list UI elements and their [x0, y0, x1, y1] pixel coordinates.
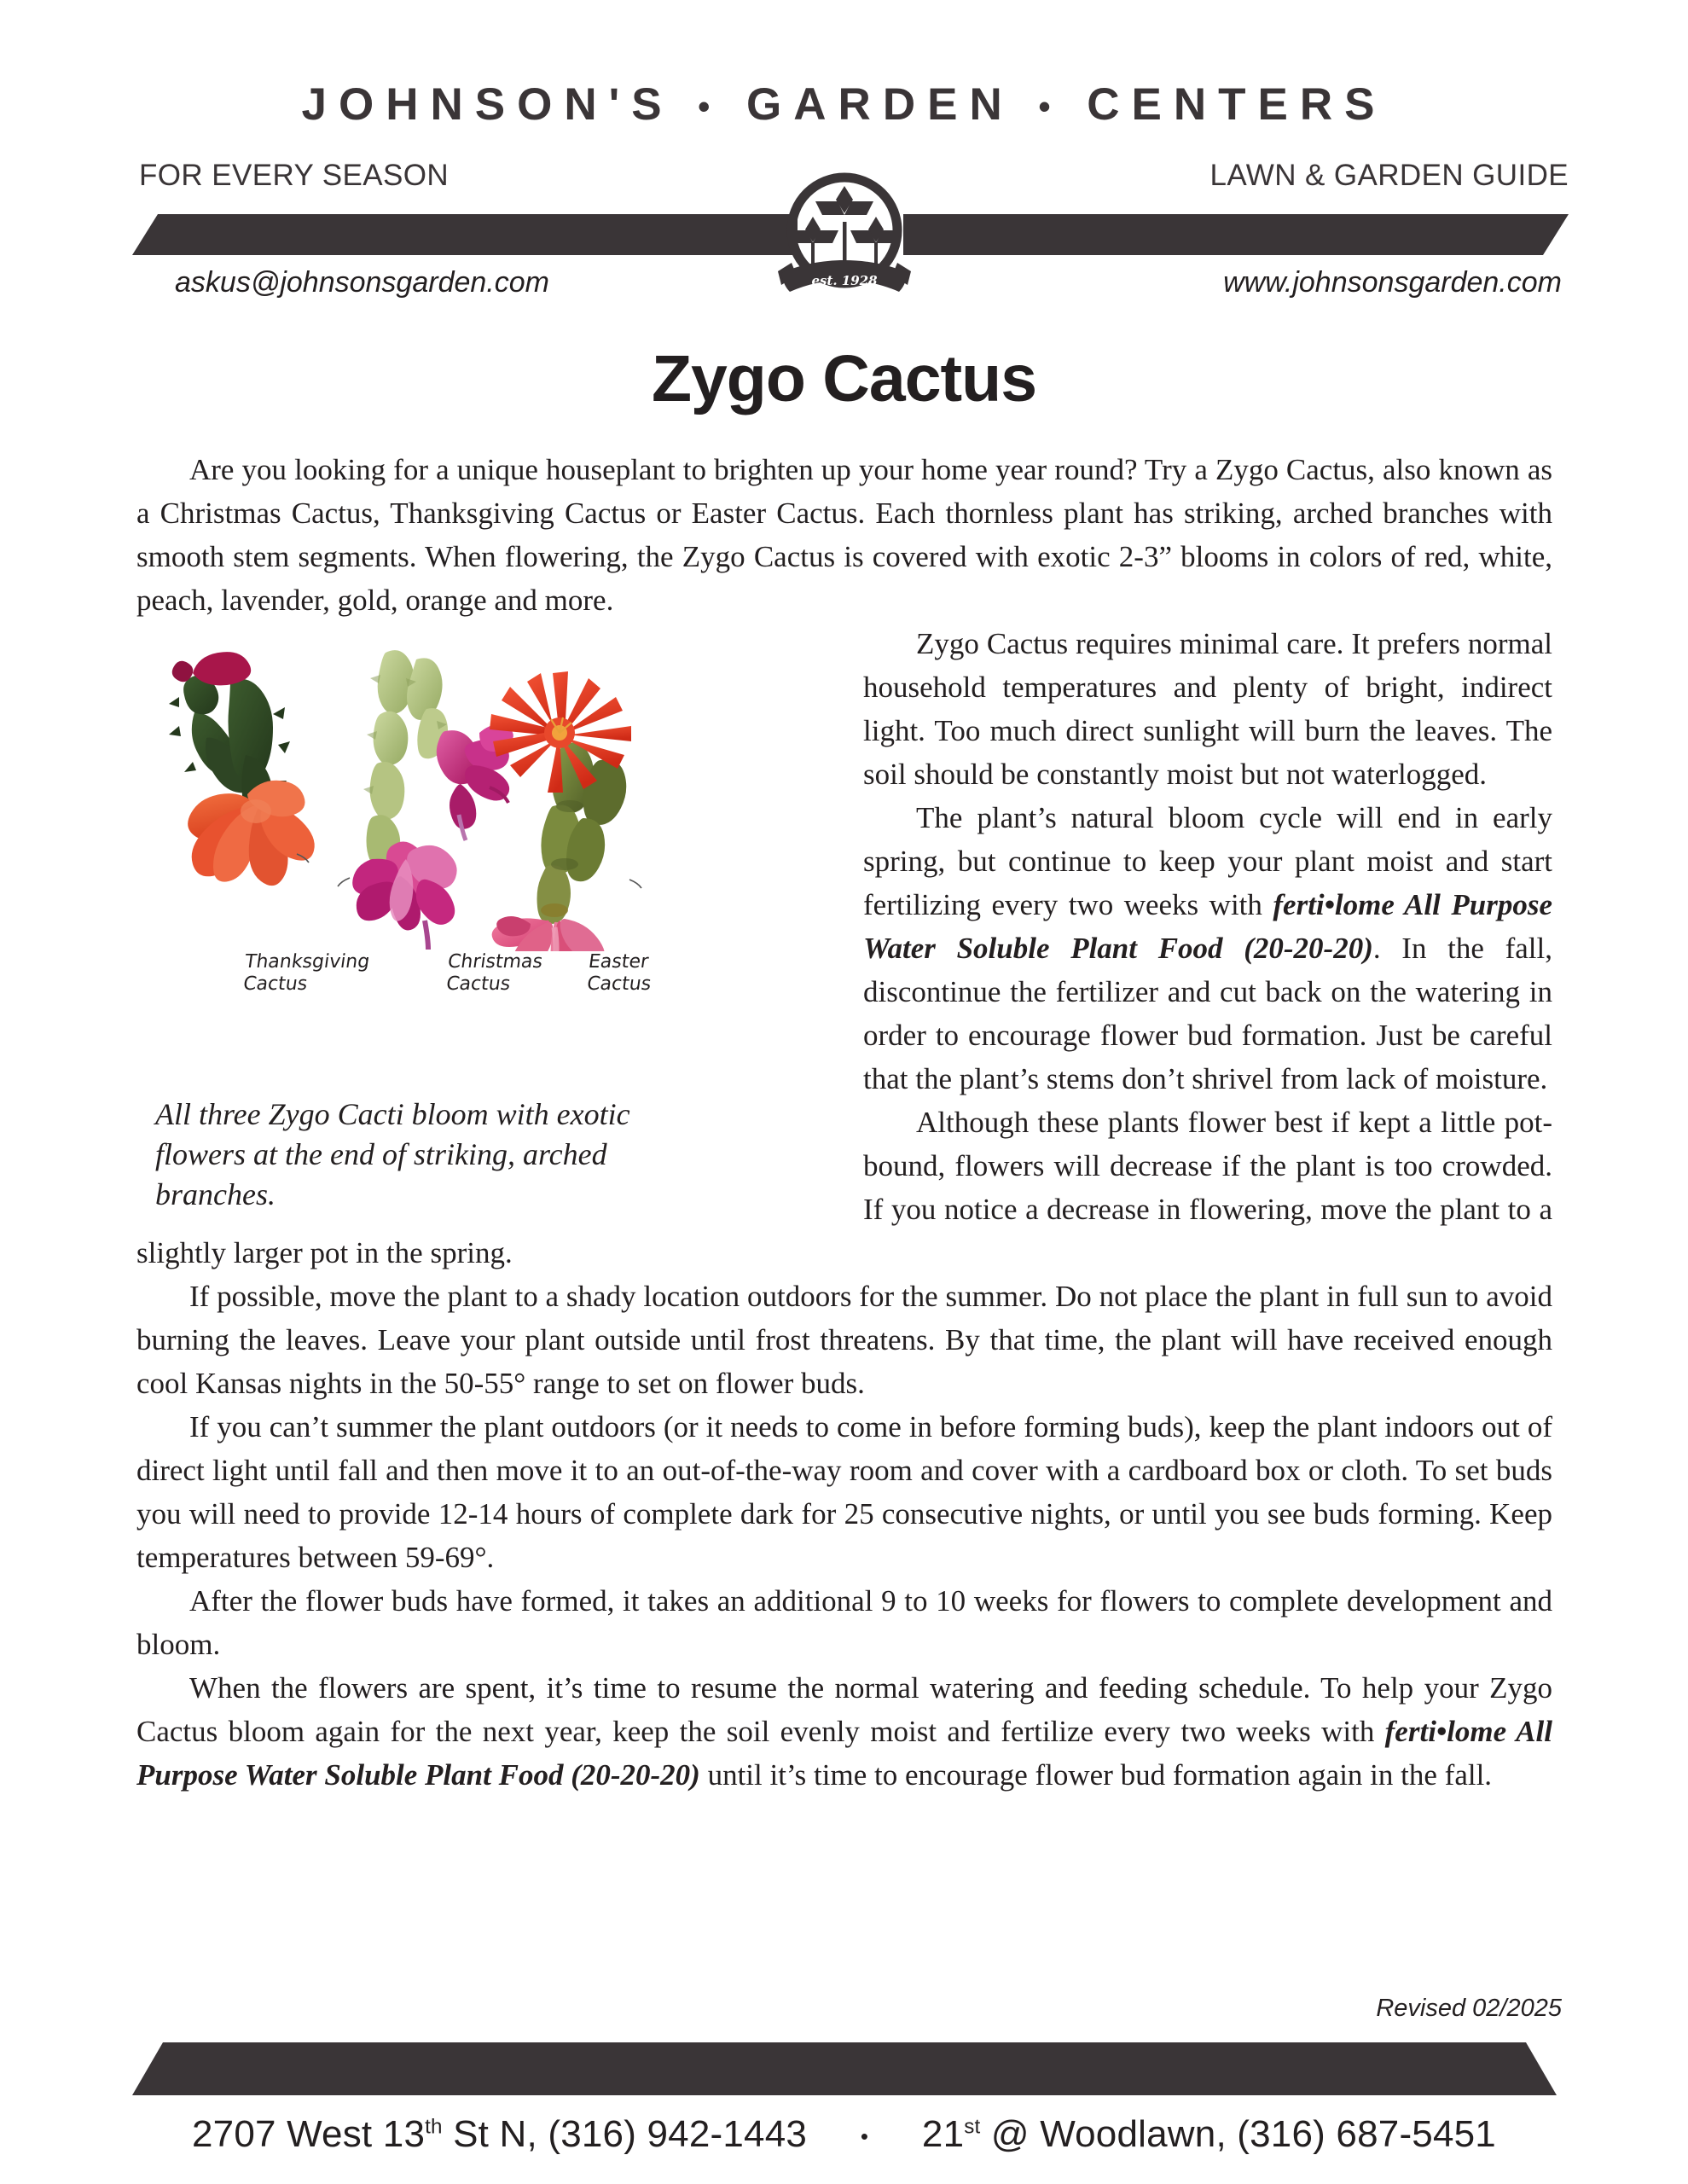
brand-word-1: JOHNSON'S — [301, 79, 674, 130]
spent-text-a: When the flowers are spent, it’s time to resume the normal watering and feeding schedule. To help your Zygo Cactus bloom again for the next year, keep the soil evenly moist and fertilize every two weeks with — [136, 1671, 1552, 1748]
article-body — [136, 448, 1552, 1797]
plant-labels — [145, 951, 742, 1011]
footer-bar — [132, 2042, 1557, 2095]
logo-est-text: est. 1928 — [810, 273, 878, 288]
brand-separator-1: • — [698, 88, 722, 126]
brand-wordmark — [0, 78, 1688, 131]
product-name-fertilome-2: ferti•lome All Purpose Water Soluble Plant Food (20-20-20) — [136, 1715, 1552, 1792]
spent-text-b: until it’s time to encourage flower bud formation again in the fall. — [699, 1758, 1493, 1792]
tagline-left: FOR EVERY SEASON — [139, 159, 449, 192]
location-2: 21st @ Woodlawn, (316) 687-5451 — [921, 2113, 1496, 2155]
label-easter-cactus: Easter Cactus — [585, 951, 653, 995]
page-title: Zygo Cactus — [651, 342, 1037, 415]
paragraph-potbound: Although these plants flower best if kept a little pot-bound, flowers will decrease if the plant is too crowded. If you notice a decrease in flowering, move the plant to a slightly larger pot in the spring. — [136, 1106, 1552, 1269]
thanksgiving-cactus-art — [169, 652, 315, 886]
header-bar-right — [903, 214, 1569, 255]
figure-caption: All three Zygo Cacti bloom with exotic flowers at the end of striking, arched branches. — [155, 1097, 630, 1211]
footer-separator: • — [860, 2123, 869, 2149]
bloom-cycle-text-b: . In the fall, discontinue the fertilizer and cut back on the watering in order to encourage flower bud formation. Just be careful that the plant’s stems don’t shrivel from lack of moisture. — [863, 932, 1552, 1095]
website-url[interactable]: www.johnsonsgarden.com — [1223, 266, 1562, 299]
paragraph-indoors: If you can’t summer the plant outdoors (or it needs to come in before forming buds), keep the plant indoors out of direct light until fall and then move it to an out-of-the-way room and cover with a cardboard box or cloth. To set buds you will need to provide 12-14 hours of complete dark for 25 consecutive nights, or until you see buds forming. Keep temperatures between 59-69°. — [136, 1410, 1552, 1574]
paragraph-care: Zygo Cactus requires minimal care. It prefers normal household temperatures and plenty of bright, indirect light. Too much direct sunlight will burn the leaves. The soil should be constantly moist but not waterlogged. — [863, 627, 1552, 791]
tagline-right: LAWN & GARDEN GUIDE — [1209, 159, 1569, 192]
location-1: 2707 West 13th St N, (316) 942-1443 — [192, 2113, 808, 2155]
paragraph-after-buds: After the flower buds have formed, it takes an additional 9 to 10 weeks for flowers to complete development and bloom. — [136, 1584, 1552, 1661]
three-zygo-cacti-illustration — [145, 636, 699, 951]
paragraph-summer: If possible, move the plant to a shady location outdoors for the summer. Do not place the plant in full sun to avoid burning the leaves. Leave your plant outside until frost threatens. By that time, the plant will have received enough cool Kansas nights in the 50-55° range to set on flower buds. — [136, 1280, 1552, 1400]
paragraph-spent-flowers — [136, 1666, 1552, 1797]
bloom-cycle-text-a: The plant’s natural bloom cycle will end in early spring, but continue to keep your plant moist and start fertilizing every two weeks with — [863, 801, 1552, 921]
christmas-cactus-art — [338, 650, 513, 950]
label-thanksgiving-cactus: Thanksgiving Cactus — [241, 951, 371, 995]
figure-block — [136, 636, 819, 1215]
header-bar-left — [132, 214, 798, 255]
paragraph-intro: Are you looking for a unique houseplant to brighten up your home year round? Try a Zygo Cactus, also known as a Christmas Cactus, Thanksgiving Cactus or Easter Cactus. Each thornless plant has striking, arched branches with smooth stem segments. When flowering, the Zygo Cactus is covered with exotic 2-3” blooms in colors of red, white, peach, lavender, gold, orange and more. — [136, 453, 1552, 617]
easter-cactus-art — [490, 671, 641, 951]
logo-emblem-icon — [759, 167, 930, 304]
brand-word-3: CENTERS — [1087, 79, 1387, 130]
brand-word-2: GARDEN — [746, 79, 1014, 130]
email-address[interactable]: askus@johnsonsgarden.com — [175, 266, 549, 299]
label-christmas-cactus: Christmas Cactus — [444, 951, 544, 995]
revised-date: Revised 02/2025 — [1376, 1995, 1562, 2022]
brand-separator-2: • — [1038, 88, 1063, 126]
footer-locations — [0, 2113, 1688, 2156]
product-name-fertilome-1: ferti•lome All Purpose Water Soluble Plant Food (20-20-20) — [863, 888, 1552, 965]
